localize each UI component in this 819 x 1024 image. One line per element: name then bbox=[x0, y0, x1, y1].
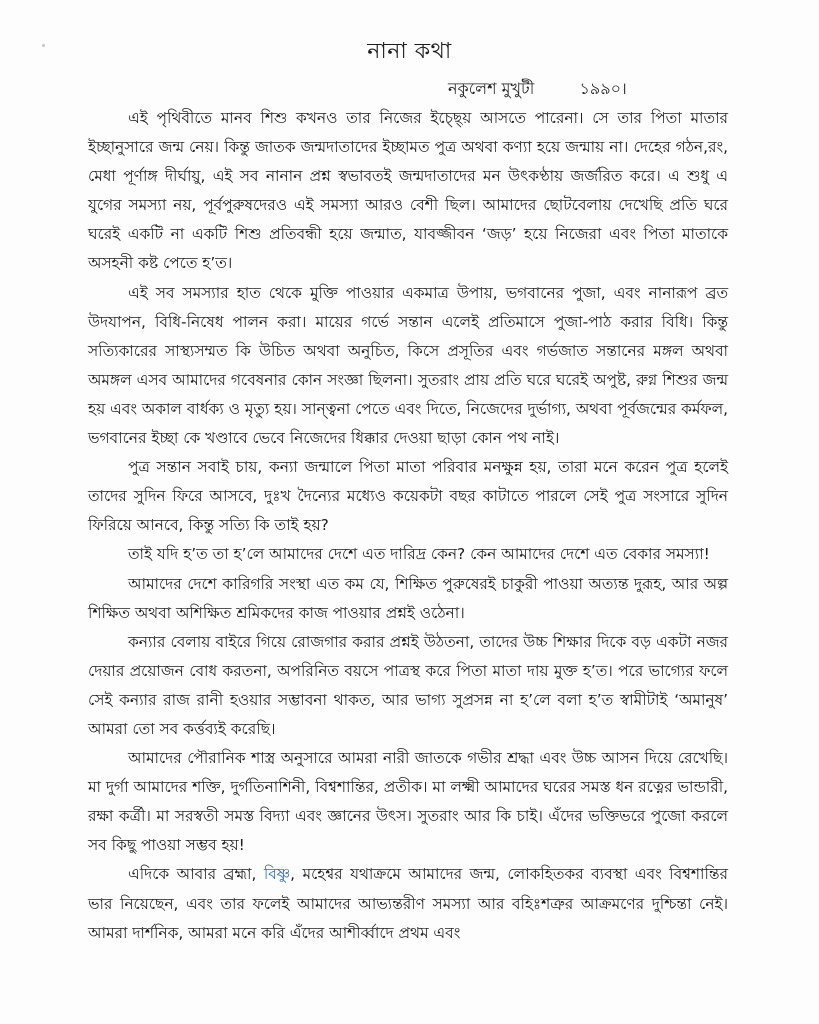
paragraph: তাই যদি হ’ত তা হ’লে আমাদের দেশে এত দারিদ্র কেন? কেন আমাদের দেশে এত বেকার সমস্যা! bbox=[128, 545, 710, 564]
paragraph: এই পৃথিবীতে মানব শিশু কখনও তার নিজের ইচ্ছে্য় আসতে পারেনা। সে তার পিতা মাতার ইচ্ছানুসারে জন্ম নেয়। কিন্তু জাতক জন্মদাতাদের ইচ্ছামত পুত্র অথবা কণ্যা হয়ে জন্মায় না। দেহের গঠন,রং, মেধা পূর্ণাঙ্গ দীর্ঘায়ু, এই সব নানান প্রশ্ন স্বভাবতই জন্মদাতাদের মন উৎকণ্ঠায় জর্জরিত করে। এ শুধু এ যুগের সমস্যা নয়, পূর্বপুরুষদেরও এই সমস্যা আরও বেশী ছিল। আমাদের ছোটবেলায় দেখেছি প্রতি ঘরে ঘরেই একটি না একটি শিশু প্রতিবন্ধী হয়ে জন্মাত, যাবজ্জীবন ‘জড়’ হয়ে নিজেরা এবং পিতা মাতাকে অসহনী কষ্ট পেতে হ’ত। bbox=[88, 109, 728, 273]
document-body bbox=[88, 104, 728, 948]
paragraph: আমাদের পৌরানিক শাস্ত্র অনুসারে আমরা নারী জাতকে গভীর শ্রদ্ধা এবং উচ্চ আসন দিয়ে রেখেছি। মা দুর্গা আমাদের শক্তি, দুর্গতিনাশিনী, বিশ্বশান্তির, প্রতীক। মা লক্ষ্মী আমাদের ঘরের সমস্ত ধন রত্নের ভান্ডারী, রক্ষা কর্ত্রী। মা সরস্বতী সমস্ত বিদ্যা এবং জ্ঞানের উৎস। সুতরাং আর কি চাই। এঁদের ভক্তিভরে পুজো করলে সব কিছু পাওয়া সম্ভব হয়! bbox=[88, 749, 728, 855]
paragraph-last bbox=[88, 860, 728, 947]
paragraph: কন্যার বেলায় বাইরে গিয়ে রোজগার করার প্রশ্নই উঠতনা, তাদের উচ্চ শিক্ষার দিকে বড় একটা নজর দেয়ার প্রয়োজন বোধ করতনা, অপরিনিত বয়সে পাত্রস্থ করে পিতা মাতা দায় মুক্ত হ’ত। পরে ভাগ্যের ফলে সেই কন্যার রাজ রানী হওয়ার সম্ভাবনা থাকত, আর ভাগ্য সুপ্রসন্ন না হ’লে বলা হ’ত স্বামীটাই ‘অমানুষ’ আমরা তো সব কর্ত্তব্যই করেছি। bbox=[88, 632, 728, 738]
document-title: নানা কথা bbox=[367, 39, 452, 64]
year: ১৯৯০। bbox=[579, 79, 627, 98]
paragraph: পুত্র সন্তান সবাই চায়, কন্যা জন্মালে পিতা মাতা পরিবার মনক্ষুন্ন হয়, তারা মনে করেন পুত্র হলেই তাদের সুদিন ফিরে আসবে, দুঃখ দৈন্যের মধ্যেও কয়েকটা বছর কাটাতে পারলে সেই পুত্র সংসারে সুদিন ফিরিয়ে আনবে, কিন্তু সত্যি কি তাই হয়? bbox=[88, 458, 728, 535]
paragraph: আমাদের দেশে কারিগরি সংস্থা এত কম যে, শিক্ষিত পুরুষেরই চাকুরী পাওয়া অত্যন্ত দুরূহ, আর অল্প শিক্ষিত অথবা অশিক্ষিত শ্রমিকদের কাজ পাওয়ার প্রশ্নই ওঠেনা। bbox=[88, 574, 728, 622]
paragraph: এই সব সমস্যার হাত থেকে মুক্তি পাওয়ার একমাত্র উপায়, ভগবানের পুজা, এবং নানারূপ ব্রত উদযাপন, বিধি-নিষেধ পালন করা। মায়ের গর্ভে সন্তান এলেই প্রতিমাসে পুজা-পাঠ করার বিধি। কিন্তু সত্যিকারের সাস্থ্যসম্মত কি উচিত অথবা অনুচিত, কিসে প্রসূতির এবং গর্ভজাত সন্তানের মঙ্গল অথবা অমঙ্গল এসব আমাদের গবেষনার কোন সংজ্ঞা ছিলনা। সুতরাং প্রায় প্রতি ঘরে ঘরেই অপুষ্ট, রুগ্ন শিশুর জন্ম হয় এবং অকাল বার্ধক্য ও মৃত্যু হয়। সান্ত্বনা পেতে এবং দিতে, নিজেদের দুর্ভাগ্য, অথবা পূর্বজন্মের কর্মফল, ভগবানের ইচ্ছা কে খণ্ডাবে ভেবে নিজেদের ধিক্কার দেওয়া ছাড়া কোন পথ নাই। bbox=[88, 283, 728, 448]
vishnu-link[interactable]: বিষ্ণু bbox=[263, 865, 291, 884]
byline bbox=[448, 76, 627, 103]
paragraph-text-after-link: , মহেশ্বর যথাক্রমে আমাদের জন্ম, লোকহিতকর ব্যবস্থা এবং বিশ্বশান্তির ভার নিয়েছেন, এবং তার ফলেই আমাদের আভ্যন্তরীণ সমস্যা আর বহিঃশত্রুর আক্রমণের দুশ্চিন্তা নেই। আমরা দার্শনিক, আমরা মনে করি এঁদের আশীর্ব্বাদে প্রথম এবং bbox=[88, 865, 728, 942]
author-name: নকুলেশ মুখুটী bbox=[448, 79, 535, 98]
paragraph-text-before-link: এদিকে আবার ব্রহ্মা, bbox=[128, 865, 264, 884]
